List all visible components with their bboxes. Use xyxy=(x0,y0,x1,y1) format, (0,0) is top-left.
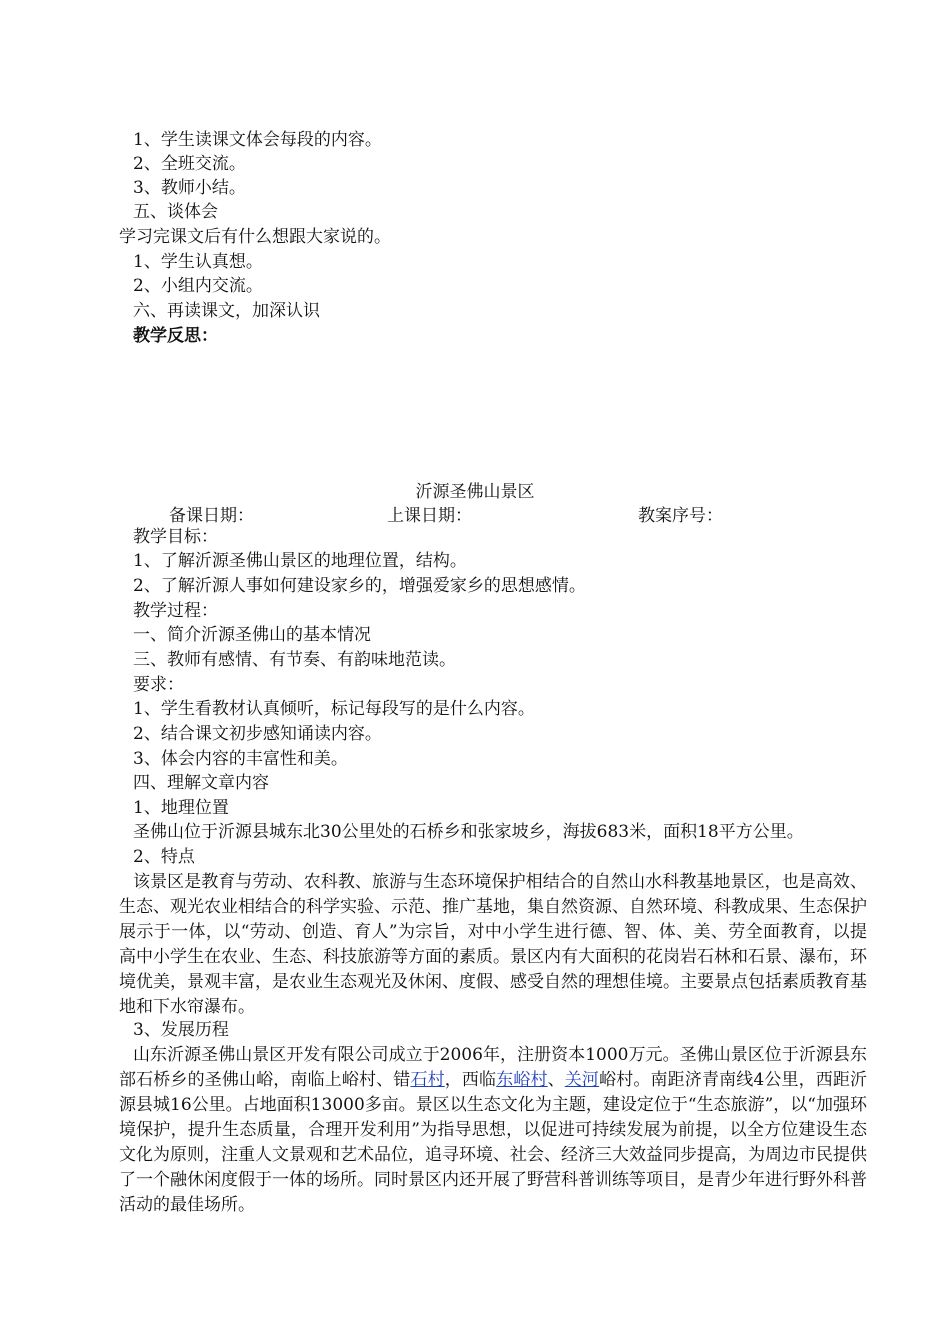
development-heading: 3、发展历程 xyxy=(133,1020,229,1040)
requirement-3: 3、体会内容的丰富性和美。 xyxy=(133,749,348,769)
objectives-heading: 教学目标： xyxy=(133,527,218,547)
development-text-a: 山东沂源圣佛山景区开发有限公司成立于2006年，注册资本1000万元。圣佛山景区位于沂源县东部石桥乡的圣佛山峪，南临上峪村、错 xyxy=(119,1045,867,1090)
requirement-1: 1、学生看教材认真倾听，标记每段写的是什么内容。 xyxy=(133,699,535,719)
process-heading: 教学过程： xyxy=(133,601,218,621)
link-guanhe[interactable]: 关河 xyxy=(564,1070,600,1090)
step-think: 1、学生认真想。 xyxy=(133,252,263,272)
class-date-label: 上课日期： xyxy=(387,506,472,526)
objective-1: 1、了解沂源圣佛山景区的地理位置，结构。 xyxy=(133,551,467,571)
development-paragraph xyxy=(119,1043,867,1218)
plan-number-label: 教案序号： xyxy=(638,506,723,526)
section-six-heading: 六、再读课文，加深认识 xyxy=(133,301,320,321)
link-shicun[interactable]: 石村 xyxy=(410,1070,445,1090)
process-step-4: 四、理解文章内容 xyxy=(133,773,269,793)
teaching-reflection-heading: 教学反思： xyxy=(133,326,218,346)
step-group-exchange: 2、小组内交流。 xyxy=(133,276,263,296)
development-text-d: 峪村。南距济青南线4公里，西距沂源县城16公里。占地面积13000多亩。景区以生态文化为主题，建设定位于“生态旅游”，以“加强环境保护，提升生态质量，合理开发利用”为指导思想，以促进可持续发展为前提，以全方位建设生态文化为原则，注重人文景观和艺术品位，追寻环境、社会、经济三大效益同步提高，为周边市民提供了一个融休闲度假于一体的场所。同时景区内还开展了野营科普训练等项目，是青少年进行野外科普活动的最佳场所。 xyxy=(119,1070,868,1215)
lesson-title: 沂源圣佛山景区 xyxy=(415,482,535,502)
prep-date-label: 备课日期： xyxy=(169,506,254,526)
geo-heading: 1、地理位置 xyxy=(133,798,229,818)
section-five-heading: 五、谈体会 xyxy=(133,202,218,222)
feature-paragraph: 该景区是教育与劳动、农科教、旅游与生态环境保护相结合的自然山水科教基地景区，也是高效、生态、观光农业相结合的科学实验、示范、推广基地，集自然资源、自然环境、科教成果、生态保护展示于一体，以“劳动、创造、育人”为宗旨，对中小学生进行德、智、体、美、劳全面教育，以提高中小学生在农业、生态、科技旅游等方面的素质。景区内有大面积的花岗岩石林和石景、瀑布，环境优美，景观丰富，是农业生态观光及休闲、度假、感受自然的理想佳境。主要景点包括素质教育基地和下水帘瀑布。 xyxy=(119,872,867,1017)
link-dongyucun[interactable]: 东峪村 xyxy=(496,1070,548,1090)
geo-text: 圣佛山位于沂源县城东北30公里处的石桥乡和张家坡乡，海拔683米，面积18平方公里。 xyxy=(133,822,804,842)
requirements-heading: 要求： xyxy=(133,675,184,695)
process-step-1: 一、简介沂源圣佛山的基本情况 xyxy=(133,625,371,645)
feature-heading: 2、特点 xyxy=(133,847,195,867)
objective-2: 2、了解沂源人事如何建设家乡的，增强爱家乡的思想感情。 xyxy=(133,576,586,596)
step-teacher-summary: 3、教师小结。 xyxy=(133,178,246,198)
development-text-b: ，西临 xyxy=(444,1070,497,1090)
process-step-3: 三、教师有感情、有节奏、有韵味地范读。 xyxy=(133,650,456,670)
step-read-text: 1、学生读课文体会每段的内容。 xyxy=(133,130,382,150)
section-five-prompt: 学习完课文后有什么想跟大家说的。 xyxy=(119,227,391,247)
step-class-exchange: 2、全班交流。 xyxy=(133,154,246,174)
development-text-c: 、 xyxy=(547,1070,565,1090)
requirement-2: 2、结合课文初步感知诵读内容。 xyxy=(133,724,382,744)
